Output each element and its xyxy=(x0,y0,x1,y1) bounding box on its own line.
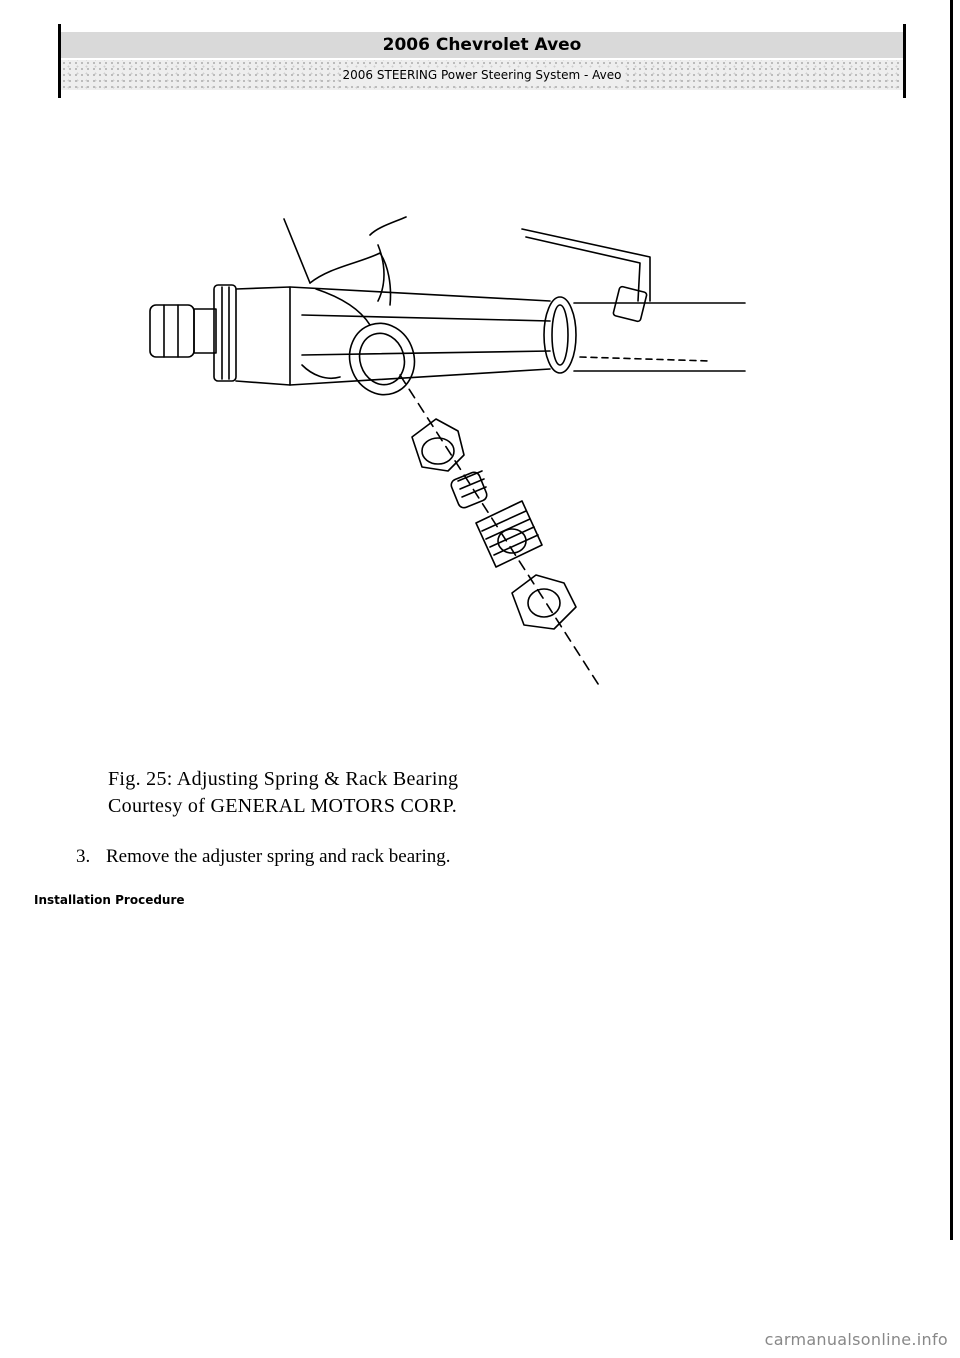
adjuster-plug xyxy=(476,501,542,567)
fluid-line-bracket xyxy=(522,229,650,322)
watermark: carmanualsonline.info xyxy=(764,1330,948,1349)
caption-line-2: Courtesy of GENERAL MOTORS CORP. xyxy=(108,795,458,817)
step-number: 3. xyxy=(76,846,91,867)
figure-caption xyxy=(108,766,458,820)
page-header xyxy=(58,24,906,98)
steering-rack-illustration xyxy=(130,205,770,705)
header-title: 2006 Chevrolet Aveo xyxy=(61,32,903,58)
caption-line-1: Fig. 25: Adjusting Spring & Rack Bearing xyxy=(108,768,459,790)
header-subtitle: 2006 STEERING Power Steering System - Aveo xyxy=(342,68,622,82)
step-text: Remove the adjuster spring and rack bearing. xyxy=(106,846,451,867)
rack-bearing xyxy=(412,419,464,471)
lock-nut xyxy=(512,575,576,629)
assembly-axis xyxy=(400,375,600,687)
procedure-step xyxy=(76,845,451,869)
adjuster-bore xyxy=(340,315,423,403)
right-margin-rule xyxy=(950,0,953,1240)
header-subtitle-bar xyxy=(61,60,903,90)
section-heading: Installation Procedure xyxy=(34,893,185,907)
rack-end-fitting xyxy=(150,285,236,381)
rack-housing xyxy=(236,287,745,385)
